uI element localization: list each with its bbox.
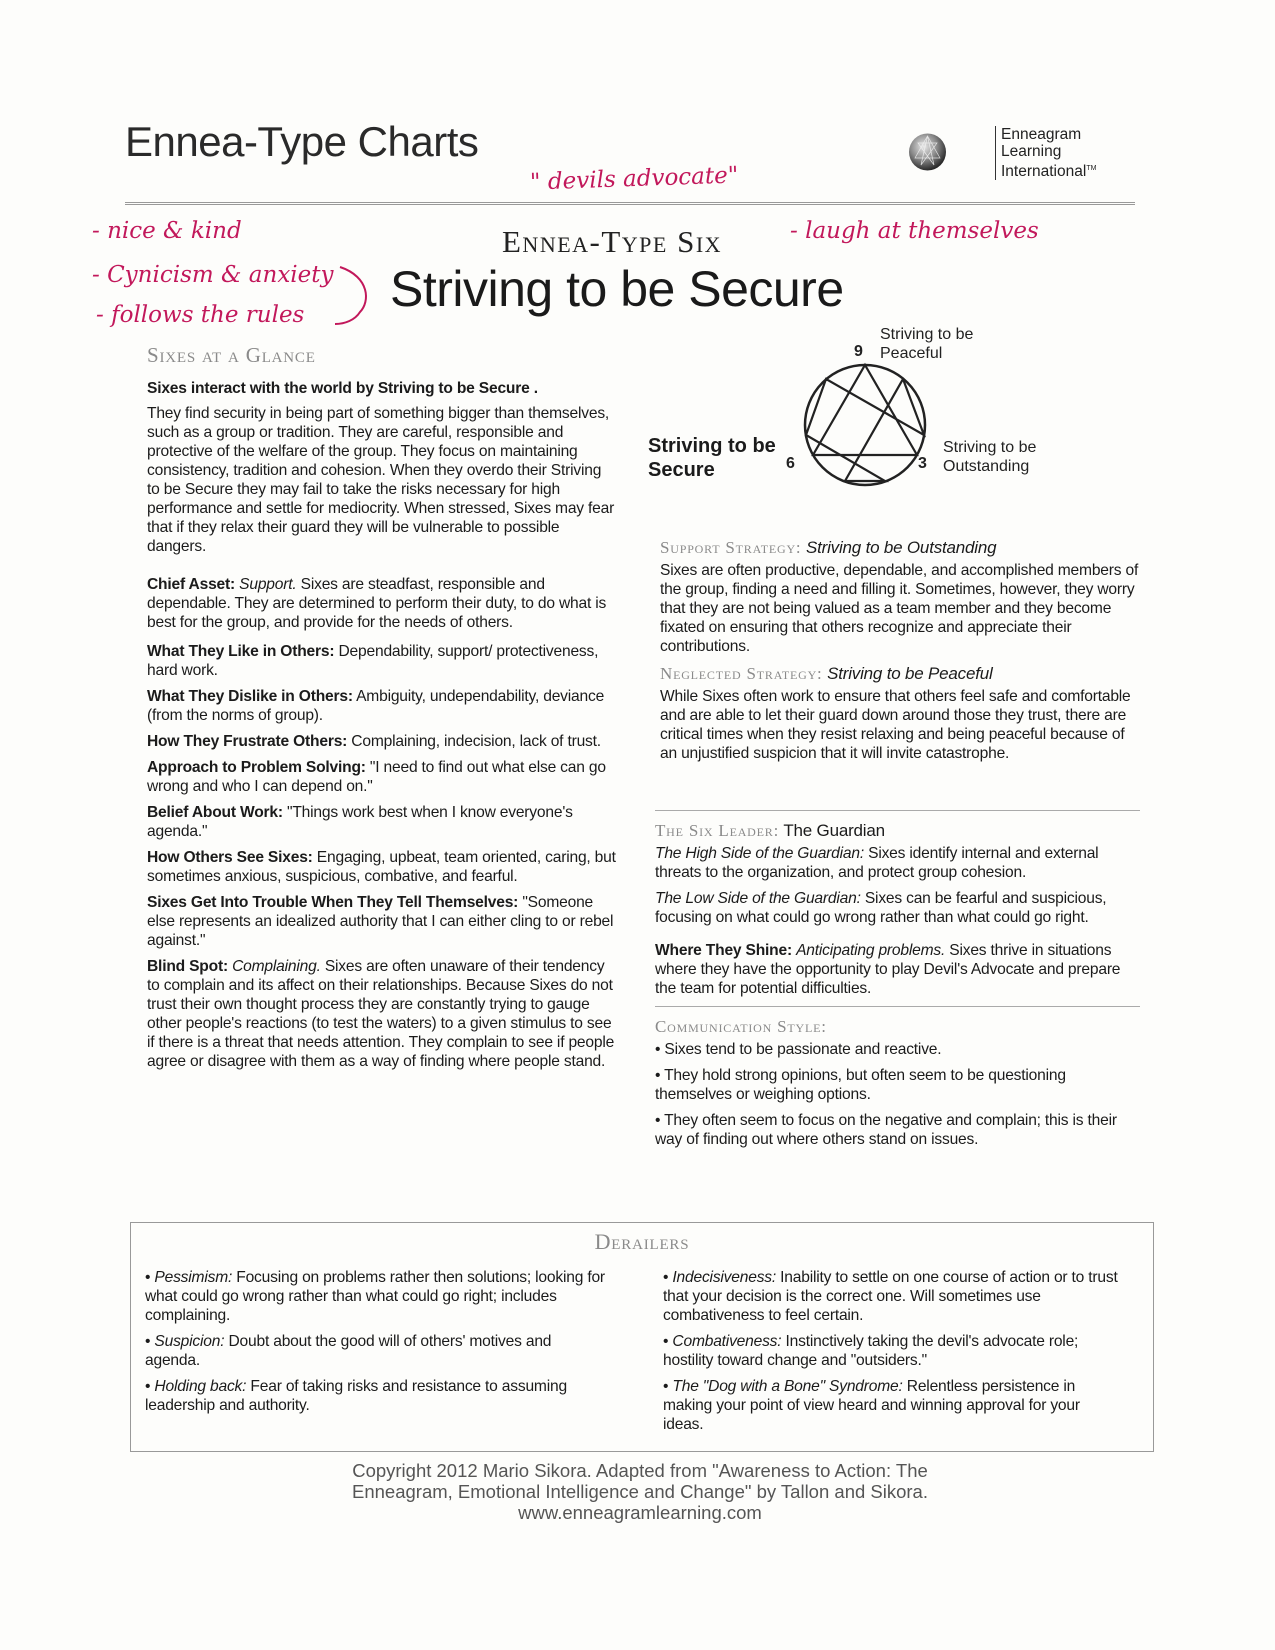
trademark: TM (1086, 165, 1097, 172)
label-secure: Striving to be Secure (648, 435, 776, 481)
derailer-item: • Indecisiveness: Inability to settle on one course of action or to trust that your decision is the correct one. Will sometimes use combativeness to feel certain. (663, 1269, 1118, 1324)
derailer-item: • Suspicion: Doubt about the good will of others' motives and agenda. (145, 1333, 552, 1369)
number-6: 6 (786, 455, 795, 472)
derailer-label: Indecisiveness: (672, 1269, 777, 1286)
header-rule (125, 202, 1135, 205)
derailer-item: • Combativeness: Instinctively taking the devil's advocate role; hostility toward change and "outsiders." (663, 1333, 1079, 1369)
derailer-text: Inability to settle on one course of action or to trust that your decision is the correct one. Will sometimes use combativeness to feel certain. (663, 1269, 1118, 1324)
glance-body: They find security in being part of something bigger than themselves, such as a group or tradition. They are careful, responsible and protective of the welfare of the group. They focus on maintaining consistency, tradition and cohesion. When they overdo their Striving to be Secure they may fail to take the risks necessary for high performance and settle for mediocrity. When stressed, Sixes may fear that if they relax their guard they will be vulnerable to possible dangers. (147, 405, 615, 555)
label-peaceful: Striving to be Peaceful (880, 326, 974, 362)
glance-item (147, 758, 617, 796)
derailer-item: • Pessimism: Focusing on problems rather then solutions; looking for what could go wrong rather than what could go right; includes complaining. (145, 1269, 605, 1324)
logo-wordmark (995, 126, 1096, 180)
glance-item (147, 803, 617, 841)
leader-shine: Where They Shine: Anticipating problems. Sixes thrive in situations where they have the opportunity to play Devil's Advocate and prepare the team for potential difficulties. (655, 942, 1121, 997)
type-kicker: Ennea-Type Six (502, 224, 723, 259)
leader-low: The Low Side of the Guardian: Sixes can be fearful and suspicious, focusing on what could go wrong rather than what could go right. (655, 890, 1107, 926)
derailer-label: The "Dog with a Bone" Syndrome: (672, 1378, 903, 1395)
neglected-body: While Sixes often work to ensure that others feel safe and comfortable and are able to let their guard down around those they trust, there are critical times when they resist relaxing and being peaceful because of an unjustified suspicion that it will invite catastrophe. (660, 688, 1131, 762)
support-heading: Support Strategy: Striving to be Outstanding (660, 538, 997, 557)
glance-item-label: How Others See Sixes: (147, 849, 313, 866)
derailers-right (663, 1268, 1123, 1441)
footer-line-1: Copyright 2012 Mario Sikora. Adapted from "Awareness to Action: The (352, 1460, 928, 1481)
logo-line-2: Learning (1001, 143, 1062, 160)
enneagram-logo-icon (905, 112, 995, 192)
glance-column (147, 343, 617, 1078)
glance-item-label: How They Frustrate Others: (147, 733, 348, 750)
derailer-label: Suspicion: (154, 1333, 225, 1350)
derailer-text: Focusing on problems rather then solutions; looking for what could go wrong rather than what could go right; includes complaining. (145, 1269, 605, 1324)
communication-heading: Communication Style: (655, 1017, 827, 1036)
glance-items (147, 575, 617, 1071)
glance-item (147, 893, 617, 950)
neglected-heading: Neglected Strategy: Striving to be Peaceful (660, 664, 993, 683)
strategy-column (660, 538, 1140, 770)
glance-item-emphasis: Support. (235, 576, 297, 593)
derailer-text: Relentless persistence in making your point of view heard and winning approval for your ideas. (663, 1378, 1080, 1433)
derailer-label: Holding back: (154, 1378, 247, 1395)
glance-item (147, 957, 617, 1071)
leader-high: The High Side of the Guardian: Sixes identify internal and external threats to the organization, and protect group cohesion. (655, 845, 1099, 881)
page-title: Ennea-Type Charts (125, 118, 479, 165)
glance-item-label: Blind Spot: (147, 958, 228, 975)
glance-item-text: Sixes are steadfast, responsible and dependable. They are determined to perform their duty, to do what is best for the group, and provide for the needs of others. (147, 576, 607, 631)
copyright-footer (250, 1460, 1030, 1523)
glance-item-text: "Someone else represents an idealized authority that I can either cling to or rebel against." (147, 894, 614, 949)
glance-lead: Sixes interact with the world by Striving to be Secure . (147, 380, 538, 397)
glance-item (147, 848, 617, 886)
glance-item (147, 642, 617, 680)
derailer-item: • Holding back: Fear of taking risks and resistance to assuming leadership and authority. (145, 1378, 567, 1414)
logo-line-1: Enneagram (1001, 126, 1082, 143)
number-3: 3 (918, 455, 927, 472)
handwriting-laugh: - laugh at themselves (790, 218, 1039, 244)
glance-item-text: Complaining, indecision, lack of trust. (347, 733, 601, 750)
derailers-left (145, 1268, 605, 1422)
glance-item (147, 575, 617, 632)
handwriting-cynicism: - Cynicism & anxiety (92, 262, 334, 288)
glance-item-label: Sixes Get Into Trouble When They Tell Themselves: (147, 894, 519, 911)
leader-column (655, 822, 1140, 1156)
communication-bullet-2: • They hold strong opinions, but often seem to be questioning themselves or weighing options. (655, 1067, 1066, 1103)
derailers-box (130, 1222, 1154, 1452)
glance-item-text: "I need to find out what else can go wrong and who I can depend on." (147, 759, 606, 795)
handwriting-nice-kind: - nice & kind (92, 218, 242, 244)
glance-item-label: Belief About Work: (147, 804, 283, 821)
logo-line-3: International™ (1001, 163, 1097, 181)
communication-bullet-1: • Sixes tend to be passionate and reactive. (655, 1041, 942, 1058)
glance-item-emphasis: Complaining. (227, 958, 321, 975)
glance-item-text: "Things work best when I know everyone's agenda." (147, 804, 573, 840)
derailer-text: Doubt about the good will of others' motives and agenda. (145, 1333, 552, 1369)
handwriting-devils-advocate: " devils advocate" (529, 162, 739, 196)
glance-item-label: Chief Asset: (147, 576, 236, 593)
handwriting-bracket (330, 262, 380, 332)
handwriting-follows-rules: - follows the rules (96, 302, 305, 328)
communication-bullet-3: • They often seem to focus on the negative and complain; this is their way of finding out where others stand on issues. (655, 1112, 1117, 1148)
derailer-text: Fear of taking risks and resistance to assuming leadership and authority. (145, 1378, 567, 1414)
derailer-text: Instinctively taking the devil's advocate role; hostility toward change and "outsiders." (663, 1333, 1079, 1369)
derailer-label: Combativeness: (672, 1333, 782, 1350)
glance-item-label: What They Dislike in Others: (147, 688, 353, 705)
glance-item-text: Sixes are often unaware of their tendency to complain and its affect on their relationships. Because Sixes do not trust their own thought process they are constantly trying to gauge other people's reactions (to test the waters) to a given stimulus to see if there is a threat that needs attention. They complain to see if people agree or disagree with them as a way of finding where people stand. (147, 958, 615, 1070)
derailer-item: • The "Dog with a Bone" Syndrome: Relentless persistence in making your point of view heard and winning approval for your ideas. (663, 1378, 1080, 1433)
glance-heading: Sixes at a Glance (147, 343, 316, 367)
glance-item-text: Ambiguity, undependability, deviance (from the norms of group). (147, 688, 605, 724)
label-outstanding: Striving to be Outstanding (943, 439, 1037, 475)
glance-item-label: Approach to Problem Solving: (147, 759, 366, 776)
number-9: 9 (854, 343, 863, 360)
glance-item-label: What They Like in Others: (147, 643, 335, 660)
enneagram-hexad (806, 379, 924, 481)
footer-line-2: Enneagram, Emotional Intelligence and Change" by Tallon and Sikora. (352, 1481, 928, 1502)
divider (655, 1006, 1140, 1007)
type-name: Striving to be Secure (390, 261, 844, 317)
enneagram-diagram (790, 362, 940, 488)
derailer-label: Pessimism: (154, 1269, 233, 1286)
footer-url[interactable]: www.enneagramlearning.com (518, 1502, 762, 1523)
divider (655, 810, 1140, 811)
glance-item-text: Engaging, upbeat, team oriented, caring, but sometimes anxious, suspicious, combative, and fearful. (147, 849, 616, 885)
leader-heading: The Six Leader: The Guardian (655, 821, 885, 840)
derailers-title: Derailers (594, 1229, 690, 1254)
glance-item (147, 687, 617, 725)
support-body: Sixes are often productive, dependable, and accomplished members of the group, finding a need and filling it. Sometimes, however, they worry that they are not being valued as a team member and they become fixated on ensuring that others recognize and appreciate their contributions. (660, 562, 1139, 655)
glance-item (147, 732, 617, 751)
glance-item-text: Dependability, support/ protectiveness, hard work. (147, 643, 599, 679)
